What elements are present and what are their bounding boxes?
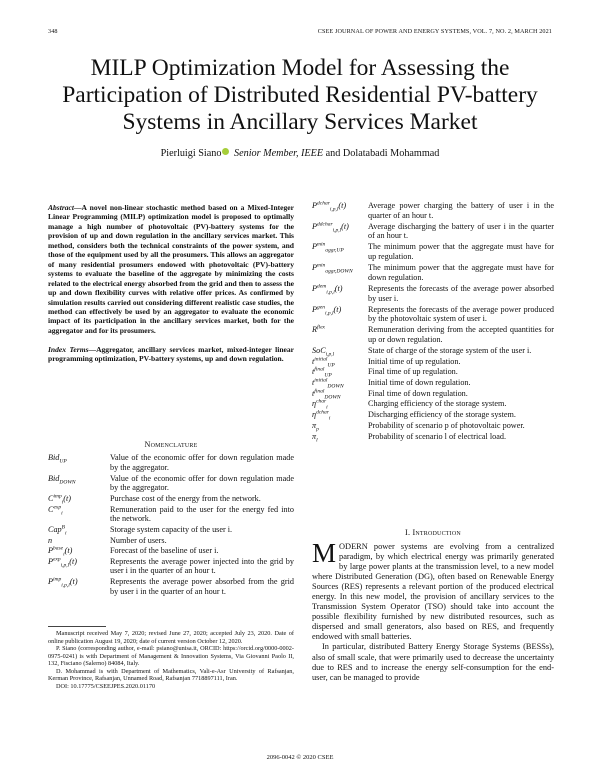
footnote-doi: DOI: 10.17775/CSEEJPES.2020.01170 — [56, 682, 156, 690]
nomenclature-entry — [312, 421, 554, 431]
nomenclature-entry — [312, 305, 554, 325]
nomenclature-description: Represents the forecasts of the average power produced by the photovoltaic system of user i. — [368, 304, 554, 324]
nomenclature-symbol: $t^{final}_{UP}$ — [312, 366, 332, 379]
nomenclature-symbol: $C^{exp}_i$ — [48, 503, 63, 517]
nomenclature-entry — [48, 474, 294, 494]
nomenclature-entry — [48, 505, 294, 525]
nomenclature-entry — [48, 536, 294, 546]
nomenclature-symbol: $\eta^{char}_i$ — [312, 398, 328, 412]
footnotes — [48, 630, 294, 690]
paper-title: MILP Optimization Model for Assessing the Participation of Distributed Residential PV-battery Systems in Ancillary Services Market — [62, 55, 538, 135]
nomenclature-description: Initial time of down regulation. — [368, 378, 471, 387]
nomenclature-symbol: n — [48, 535, 53, 545]
intro-text-1: power systems are evolving from a centralized paradigm, by which electrical energy was primarily generated by large power plants at the transmission level, to a new model where Distributed Generation (DG), often based on Renewable Energy Sources (RES) represents a relevant portion of the produced electrical energy. In this new model, the provision of ancillary services to the Transmission System Operator (TSO) should take into account the possible flexibility furnished by new distributed resources, such as dispersed and small generators, also based on RES, and frequently endowed with small batteries. — [312, 542, 554, 642]
introduction-body — [312, 538, 554, 683]
author-first: Pierluigi Siano — [160, 148, 222, 159]
nomenclature-symbol: $t^{final}_{DOWN}$ — [312, 387, 341, 401]
nomenclature-entry — [312, 432, 554, 442]
nomenclature-description: Discharging efficiency of the storage system. — [368, 410, 516, 420]
nomenclature-entry — [48, 557, 294, 577]
nomenclature-entry — [312, 325, 554, 345]
nomenclature-symbol: $P^{imp}_{i,p,l}(t)$ — [48, 576, 78, 589]
dropcap: M — [312, 538, 337, 568]
intro-paragraph-2: In particular, distributed Battery Energy Storage Systems (BESSs), also of small scale, that were primarily used to decrease the uncertainty due to RES and to increase the energy self-consumption for the end-user, can be managed to provide — [312, 642, 554, 682]
journal-header: CSEE JOURNAL OF POWER AND ENERGY SYSTEMS, VOL. 7, NO. 2, MARCH 2021 — [317, 28, 552, 35]
nomenclature-left — [48, 453, 294, 613]
nomenclature-description: Represents the average power injected into the grid by user i in the quarter of an hour t. — [110, 556, 294, 576]
intro-paragraph-1 — [312, 538, 554, 642]
nomenclature-description: Charging efficiency of the storage system. — [368, 399, 507, 409]
nomenclature-symbol: $\eta^{dchar}_i$ — [312, 409, 331, 422]
footnote-received: Manuscript received May 7, 2020; revised June 27, 2020; accepted July 23, 2020. Date of online publication August 19, 2020; date of current version October 12, 2020. — [48, 630, 294, 645]
nomenclature-symbol: $t^{initial}_{DOWN}$ — [312, 377, 344, 390]
nomenclature-symbol: Cap$^B_i$ — [48, 524, 67, 537]
nomenclature-description: Represents the forecasts of the average power absorbed by user i. — [368, 283, 554, 303]
nomenclature-entry — [48, 525, 294, 535]
nomenclature-symbol: $P^{min}_{aggr,UP}$ — [312, 241, 344, 255]
footnote-rule — [48, 626, 106, 627]
nomenclature-symbol: $t^{initial}_{UP}$ — [312, 355, 335, 369]
nomenclature-entry — [312, 242, 554, 262]
abstract — [48, 203, 294, 335]
nomenclature-entry — [312, 410, 554, 420]
nomenclature-description: Storage system capacity of the user i. — [110, 525, 233, 534]
author-connector: and — [325, 148, 341, 159]
nomenclature-entry — [48, 453, 294, 473]
index-terms-text: —Aggregator, ancillary services market, mixed-integer linear programming optimization, PV-battery systems, up and down regulation. — [48, 345, 294, 364]
author-line — [40, 148, 560, 159]
nomenclature-description: Probability of scenario p of photovoltaic power. — [368, 420, 525, 430]
nomenclature-description: Initial time of up regulation. — [368, 356, 461, 366]
orcid-icon[interactable] — [222, 148, 229, 155]
nomenclature-description: Remuneration deriving from the accepted quantities for up or down regulation. — [368, 325, 554, 344]
nomenclature-description: Value of the economic offer for down regulation made by the aggregator. — [110, 473, 294, 493]
nomenclature-entry — [312, 201, 554, 221]
nomenclature-description: Forecast of the baseline of user i. — [110, 546, 219, 555]
nomenclature-description: State of charge of the storage system of the user i. — [368, 345, 532, 355]
nomenclature-symbol: $P^{dchar}_{i,p,l}(t)$ — [312, 200, 347, 213]
nomenclature-entry — [312, 389, 554, 399]
nomenclature-symbol: $\pi_p$ — [312, 420, 319, 433]
nomenclature-symbol: $P^{exp}_{i,p,l}(t)$ — [48, 555, 77, 569]
nomenclature-symbol: SoC$_{i,p,l}$ — [312, 345, 335, 358]
nomenclature-entry — [312, 357, 554, 367]
nomenclature-description: Average discharging the battery of user i in the quarter of an hour t. — [368, 221, 554, 241]
nomenclature-entry — [312, 367, 554, 377]
introduction-heading: I. Introduction — [405, 528, 461, 537]
nomenclature-description: The minimum power that the aggregate must have for up regulation. — [368, 242, 554, 262]
nomenclature-symbol: $P^{base}_i(t)$ — [48, 545, 73, 558]
page-number: 348 — [48, 28, 58, 35]
nomenclature-entry — [48, 577, 294, 597]
author-second: Dolatabadi Mohammad — [342, 148, 440, 159]
nomenclature-entry — [312, 263, 554, 283]
nomenclature-symbol: $\pi_l$ — [312, 431, 318, 444]
nomenclature-description: The minimum power that the aggregate must have for down regulation. — [368, 263, 554, 282]
nomenclature-description: Final time of down regulation. — [368, 388, 468, 398]
footnote-author-1: P. Siano (corresponding author, e-mail: psiano@unisa.it, ORCID: https://orcid.org/0000-0002-0975-0241) is with Department of Management & Innovation Systems, Via Giovanni Paolo II, 132, Fisciano (Salerno) 84084, Italy. — [48, 645, 294, 667]
nomenclature-description: Value of the economic offer for down regulation made by the aggregator. — [110, 453, 294, 472]
nomenclature-entry — [312, 346, 554, 356]
nomenclature-symbol: Bid$_{UP}$ — [48, 453, 67, 465]
page-footer: 2096-0042 © 2020 CSEE — [266, 754, 334, 761]
nomenclature-description: Purchase cost of the energy from the network. — [110, 494, 261, 503]
nomenclature-symbol: $R^{flex}$ — [312, 324, 325, 335]
nomenclature-symbol: $P^{gen}_{i,p,l}(t)$ — [312, 303, 342, 317]
index-terms-label: Index Terms — [48, 345, 89, 354]
nomenclature-description: Average power charging the battery of user i in the quarter of an hour t. — [368, 201, 554, 220]
author-first-role: Senior Member, IEEE — [233, 148, 324, 159]
nomenclature-description: Number of users. — [110, 535, 167, 545]
nomenclature-symbol: $C^{imp}_i(t)$ — [48, 493, 71, 506]
nomenclature-symbol: $P^{min}_{aggr,DOWN}$ — [312, 262, 353, 275]
nomenclature-entry — [312, 398, 554, 412]
nomenclature-entry — [48, 494, 294, 504]
nomenclature-description: Represents the average power absorbed from the grid by user i in the quarter of an hour t. — [110, 577, 294, 596]
abstract-text: —A novel non-linear stochastic method based on a Mixed-Integer Linear Programming (MILP) optimization model is proposed to optimally manage a high number of photovoltaic (PV)-battery systems for the provision of up and down regulation in the ancillary services market. This method, considers both the technical constraints of the power system, and those of the equipment used by all the prosumers. This allows an aggregator of many residential prosumers endowed with photovoltaic (PV)-battery systems to evaluate the baseline of the aggregate by minimizing the costs related to the electrical energy absorbed from the grid and then to assess the up and down flexibility curves with relative offer prices. As confirmed by simulation results carried out considering different realistic case studies, the method can effectively be used by an aggregator to evaluate the economic impact of its participation in the ancillary services market, both for the aggregator and for its prosumers. — [48, 203, 294, 335]
index-terms — [48, 345, 294, 364]
nomenclature-description: Probability of scenario l of electrical load. — [368, 431, 507, 441]
footnote-author-2: D. Mohammad is with Department of Mathematics, Vali-e-Asr University of Rafsanjan, Kerman Province, Rafsanjan, Unnamed Road, Rafsanjan 7718897111, Iran. — [48, 667, 294, 682]
nomenclature-entry — [48, 546, 294, 556]
nomenclature-description: Final time of up regulation. — [368, 367, 458, 377]
intro-lead: ODERN — [339, 542, 368, 551]
nomenclature-symbol: $P^{ddchar}_{i,p,l}(t)$ — [312, 220, 349, 234]
nomenclature-symbol: $P^{dem}_{i,p,l}(t)$ — [312, 283, 343, 296]
nomenclature-right — [312, 201, 554, 511]
nomenclature-entry — [312, 284, 554, 304]
nomenclature-entry — [312, 378, 554, 388]
nomenclature-heading: Nomenclature — [144, 440, 198, 449]
nomenclature-symbol: Bid$_{DOWN}$ — [48, 473, 76, 486]
abstract-label: Abstract — [48, 203, 74, 212]
nomenclature-entry — [312, 222, 554, 242]
nomenclature-description: Remuneration paid to the user for the energy fed into the network. — [110, 504, 294, 524]
